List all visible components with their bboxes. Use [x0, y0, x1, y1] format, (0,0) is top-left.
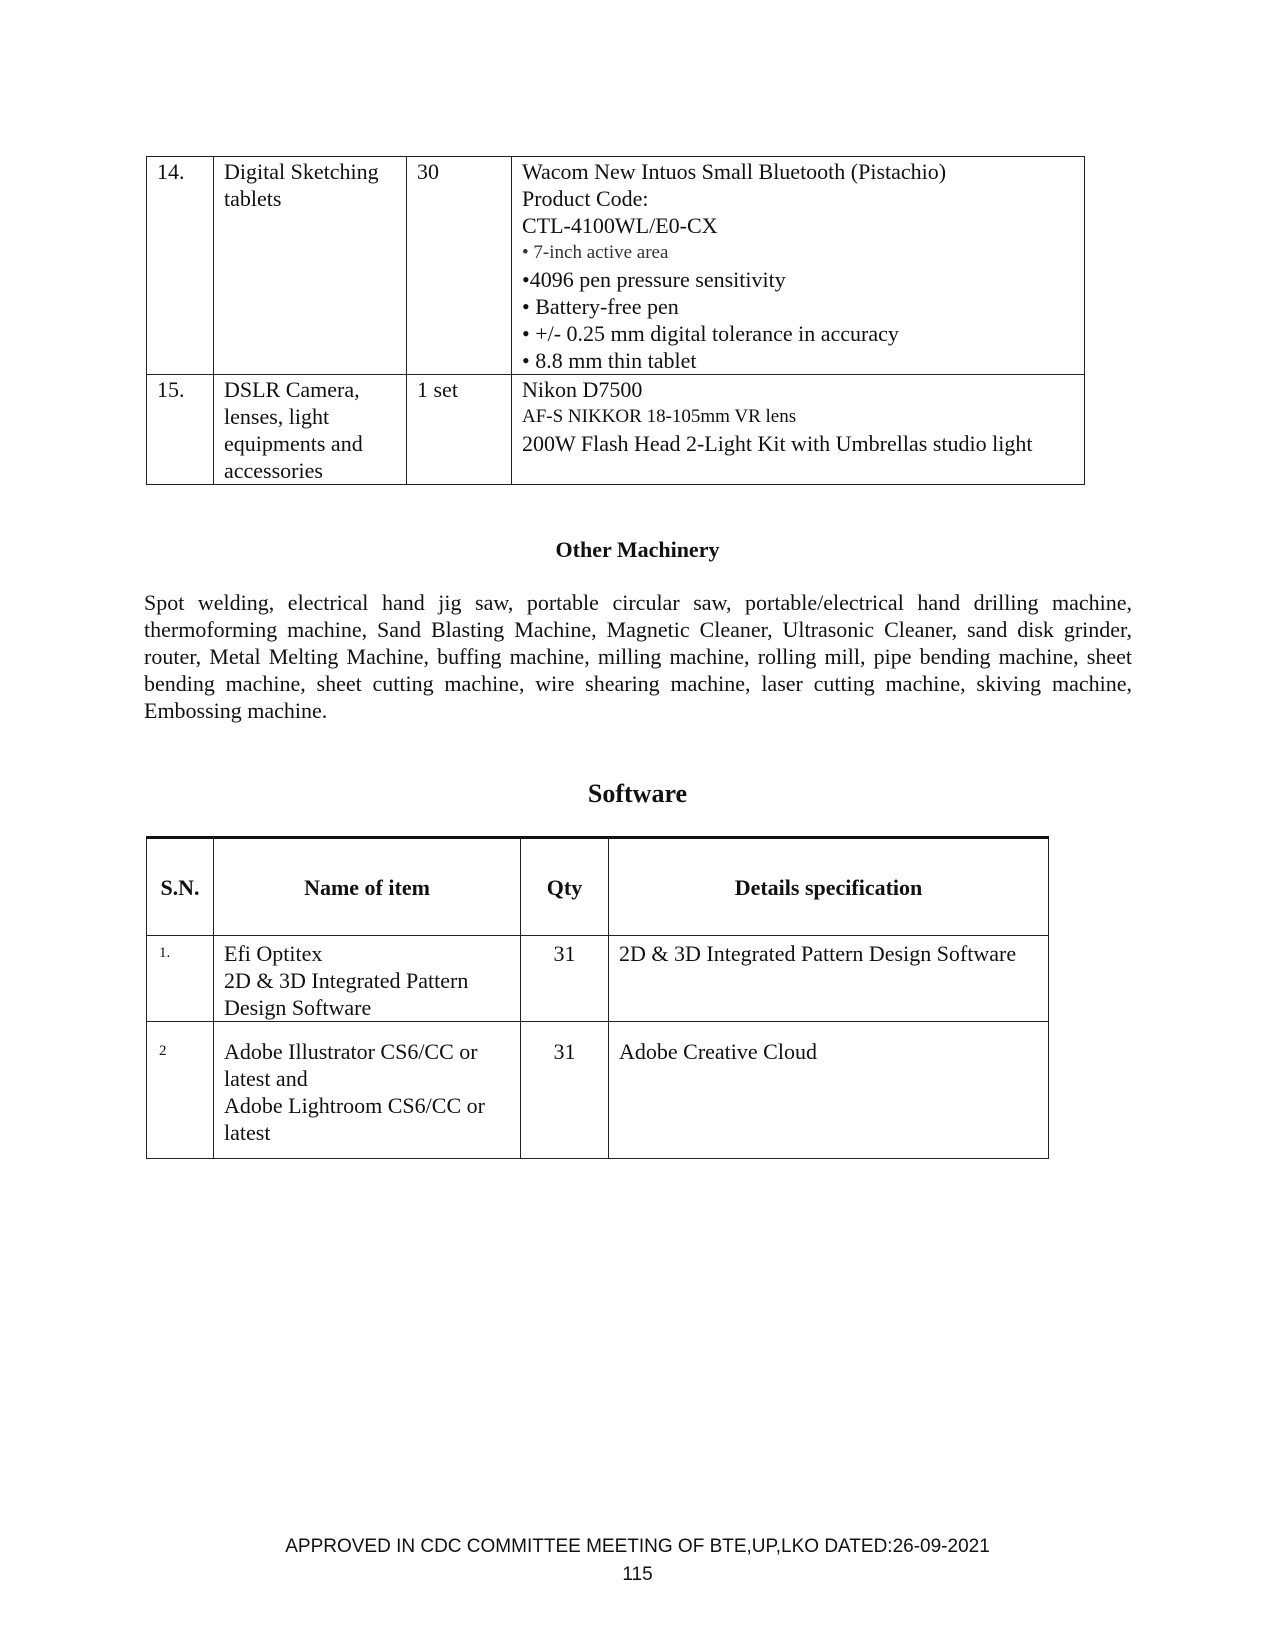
name-line: Design Software — [224, 995, 372, 1020]
column-header-name: Name of item — [214, 838, 521, 936]
table-row — [147, 157, 1085, 375]
detail-line: Wacom New Intuos Small Bluetooth (Pistachio) — [522, 159, 947, 184]
item-name — [214, 936, 521, 1022]
detail-line: AF-S NIKKOR 18-105mm VR lens — [522, 406, 797, 427]
item-details: 2D & 3D Integrated Pattern Design Software — [609, 936, 1049, 1022]
item-qty: 31 — [521, 1022, 609, 1159]
name-line: latest — [224, 1120, 271, 1145]
item-qty: 1 set — [407, 375, 512, 485]
name-line: latest and — [224, 1066, 308, 1091]
column-header-sn: S.N. — [147, 838, 214, 936]
serial-number: 15. — [147, 375, 214, 485]
software-table — [146, 836, 1049, 1159]
name-line: Adobe Illustrator CS6/CC or — [224, 1039, 478, 1064]
detail-line: 200W Flash Head 2-Light Kit with Umbrellas studio light — [522, 431, 1033, 456]
page-footer — [0, 1533, 1275, 1589]
table-row — [147, 936, 1049, 1022]
other-machinery-paragraph: Spot welding, electrical hand jig saw, portable circular saw, portable/electrical hand drilling machine, thermoforming machine, Sand Blasting Machine, Magnetic Cleaner, Ultrasonic Cleaner, sand disk grinder, router, Metal Melting Machine, buffing machine, milling machine, rolling mill, pipe bending machine, sheet bending machine, sheet cutting machine, wire shearing machine, laser cutting machine, skiving machine, Embossing machine. — [144, 590, 1132, 723]
column-header-qty: Qty — [521, 838, 609, 936]
item-name — [214, 1022, 521, 1159]
approval-note: APPROVED IN CDC COMMITTEE MEETING OF BTE,UP,LKO DATED:26-09-2021 — [285, 1536, 990, 1557]
item-qty: 31 — [521, 936, 609, 1022]
table-row — [147, 1022, 1049, 1159]
table-header-row — [147, 838, 1049, 936]
equipment-table — [146, 156, 1085, 485]
section-title-other-machinery: Other Machinery — [555, 537, 720, 562]
detail-line: • 7-inch active area — [522, 242, 669, 263]
section-title-software: Software — [587, 779, 688, 808]
item-details — [512, 157, 1085, 375]
item-name: DSLR Camera, lenses, light equipments and accessories — [214, 375, 407, 485]
item-details: Adobe Creative Cloud — [609, 1022, 1049, 1159]
detail-line: • 8.8 mm thin tablet — [522, 348, 697, 373]
table-row — [147, 375, 1085, 485]
detail-line: Product Code: — [522, 186, 649, 211]
detail-line: • +/- 0.25 mm digital tolerance in accuracy — [522, 321, 899, 346]
item-name: Digital Sketching tablets — [214, 157, 407, 375]
name-line: Adobe Lightroom CS6/CC or — [224, 1093, 485, 1118]
page-number: 115 — [622, 1564, 653, 1585]
serial-number: 2 — [147, 1022, 214, 1159]
detail-line: CTL-4100WL/E0-CX — [522, 213, 718, 238]
item-details — [512, 375, 1085, 485]
column-header-details: Details specification — [609, 838, 1049, 936]
serial-number: 1. — [147, 936, 214, 1022]
detail-line: •4096 pen pressure sensitivity — [522, 267, 786, 292]
item-qty: 30 — [407, 157, 512, 375]
detail-line: Nikon D7500 — [522, 377, 643, 402]
detail-line: • Battery-free pen — [522, 294, 679, 319]
serial-number: 14. — [147, 157, 214, 375]
name-line: Efi Optitex — [224, 941, 323, 966]
name-line: 2D & 3D Integrated Pattern — [224, 968, 469, 993]
